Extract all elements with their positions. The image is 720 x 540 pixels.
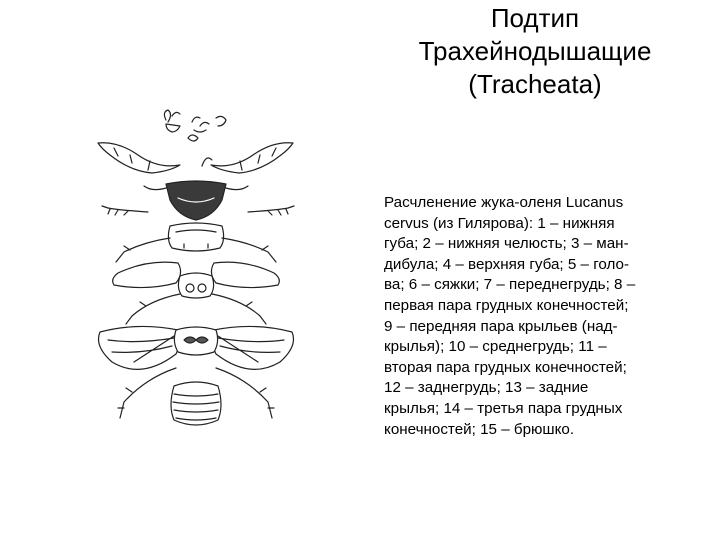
caption-line: вторая пара грудных конечностей; [384, 358, 627, 376]
title-line-2: Трахейнодышащие [418, 36, 652, 66]
caption-line: крылья); 10 – среднегрудь; 11 – [384, 338, 607, 356]
caption-line: крылья; 14 – третья пара грудных [384, 399, 623, 417]
title-line-3: (Tracheata) [468, 69, 602, 99]
lower-lip-drawing [164, 110, 226, 141]
title-line-1: Подтип [490, 3, 580, 33]
caption-line: первая пара грудных конечностей; [384, 296, 629, 314]
caption-line: губа; 2 – нижняя челюсть; 3 – ман- [384, 235, 629, 253]
caption-line: Расчленение жука-оленя Lucanus [384, 194, 624, 211]
caption-line: ва; 6 – сяжки; 7 – переднегрудь; 8 – [384, 276, 636, 294]
caption-line: 12 – заднегрудь; 13 – задние [384, 379, 589, 397]
slide-title [370, 2, 700, 101]
head-drawing [144, 181, 248, 220]
prothorax-drawing [168, 223, 223, 251]
metathorax-drawing [174, 327, 217, 355]
abdomen-drawing [171, 382, 221, 425]
caption-line: дибула; 4 – верхняя губа; 5 – голо- [384, 255, 630, 273]
beetle-dissection-illustration [88, 108, 308, 443]
mesothorax-drawing [178, 273, 213, 298]
mandibles-drawing [98, 143, 293, 173]
figure-caption [384, 193, 704, 440]
caption-line: 9 – передняя пара крыльев (над- [384, 317, 618, 335]
caption-line: конечностей; 15 – брюшко. [384, 420, 575, 438]
caption-line: cervus (из Гилярова): 1 – нижняя [384, 214, 615, 232]
